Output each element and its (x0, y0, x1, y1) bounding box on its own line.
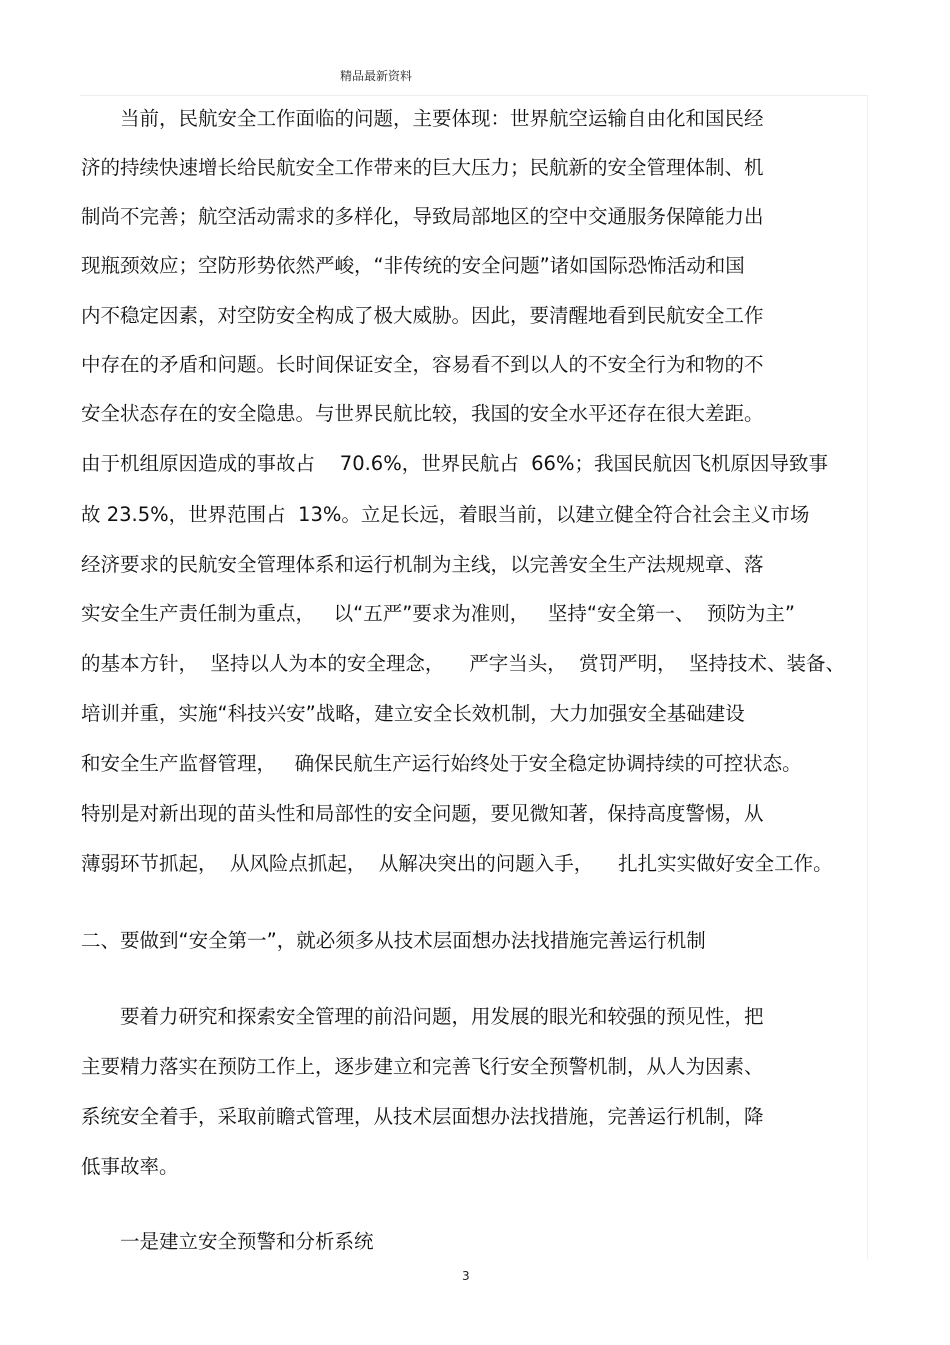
paragraph-1-line-15: 特别是对新出现的苗头性和局部性的安全问题，要见微知著，保持高度警惕，从 (81, 802, 764, 825)
paragraph-1-line-3: 制尚不完善；航空活动需求的多样化，导致局部地区的空中交通服务保障能力出 (81, 205, 764, 228)
subheading: 一是建立安全预警和分析系统 (120, 1230, 374, 1253)
paragraph-1-line-12: 的基本方针， 坚持以人为本的安全理念， 严字当头， 赏罚严明， 坚持技术、装备、 (81, 652, 845, 675)
paragraph-1-line-1: 当前，民航安全工作面临的问题，主要体现：世界航空运输自由化和国民经 (120, 107, 764, 130)
paragraph-1-line-5: 内不稳定因素，对空防安全构成了极大威胁。因此，要清醒地看到民航安全工作 (81, 304, 764, 327)
paragraph-1-line-8: 由于机组原因造成的事故占 70.6%，世界民航占 66%；我国民航因飞机原因导致事 (81, 452, 828, 475)
paragraph-2-line-4: 低事故率。 (81, 1155, 179, 1178)
paragraph-1-line-16: 薄弱环节抓起， 从风险点抓起， 从解决突出的问题入手， 扎扎实实做好安全工作。 (81, 852, 833, 875)
paragraph-1-line-6: 中存在的矛盾和问题。长时间保证安全，容易看不到以人的不安全行为和物的不 (81, 353, 764, 376)
page-number: 3 (462, 1269, 470, 1283)
header-divider (80, 95, 868, 96)
paragraph-1-line-11: 实安全生产责任制为重点， 以“五严”要求为准则， 坚持“安全第一、 预防为主” (81, 602, 795, 625)
paragraph-1-line-7: 安全状态存在的安全隐患。与世界民航比较，我国的安全水平还存在很大差距。 (81, 402, 764, 425)
paragraph-1-line-14: 和安全生产监督管理， 确保民航生产运行始终处于安全稳定协调持续的可控状态。 (81, 752, 802, 775)
paragraph-2-line-2: 主要精力落实在预防工作上，逐步建立和完善飞行安全预警机制，从人为因素、 (81, 1055, 764, 1078)
paragraph-1-line-2: 济的持续快速增长给民航安全工作带来的巨大压力；民航新的安全管理体制、机 (81, 156, 764, 179)
paragraph-1-line-4: 现瓶颈效应；空防形势依然严峻，“非传统的安全问题”诸如国际恐怖活动和国 (81, 254, 745, 277)
margin-divider (867, 95, 868, 1260)
section-heading: 二、要做到“安全第一”，就必须多从技术层面想办法找措施完善运行机制 (81, 929, 706, 952)
page-header: 精品最新资料 (340, 69, 413, 83)
paragraph-2-line-3: 系统安全着手，采取前瞻式管理，从技术层面想办法找措施，完善运行机制，降 (81, 1105, 764, 1128)
paragraph-1-line-13: 培训并重，实施“科技兴安”战略，建立安全长效机制，大力加强安全基础建设 (81, 702, 745, 725)
paragraph-2-line-1: 要着力研究和探索安全管理的前沿问题，用发展的眼光和较强的预见性，把 (120, 1005, 764, 1028)
paragraph-1-line-9: 故 23.5%，世界范围占 13%。立足长远，着眼当前，以建立健全符合社会主义市场 (81, 503, 810, 526)
paragraph-1-line-10: 经济要求的民航安全管理体系和运行机制为主线，以完善安全生产法规规章、落 (81, 553, 764, 576)
